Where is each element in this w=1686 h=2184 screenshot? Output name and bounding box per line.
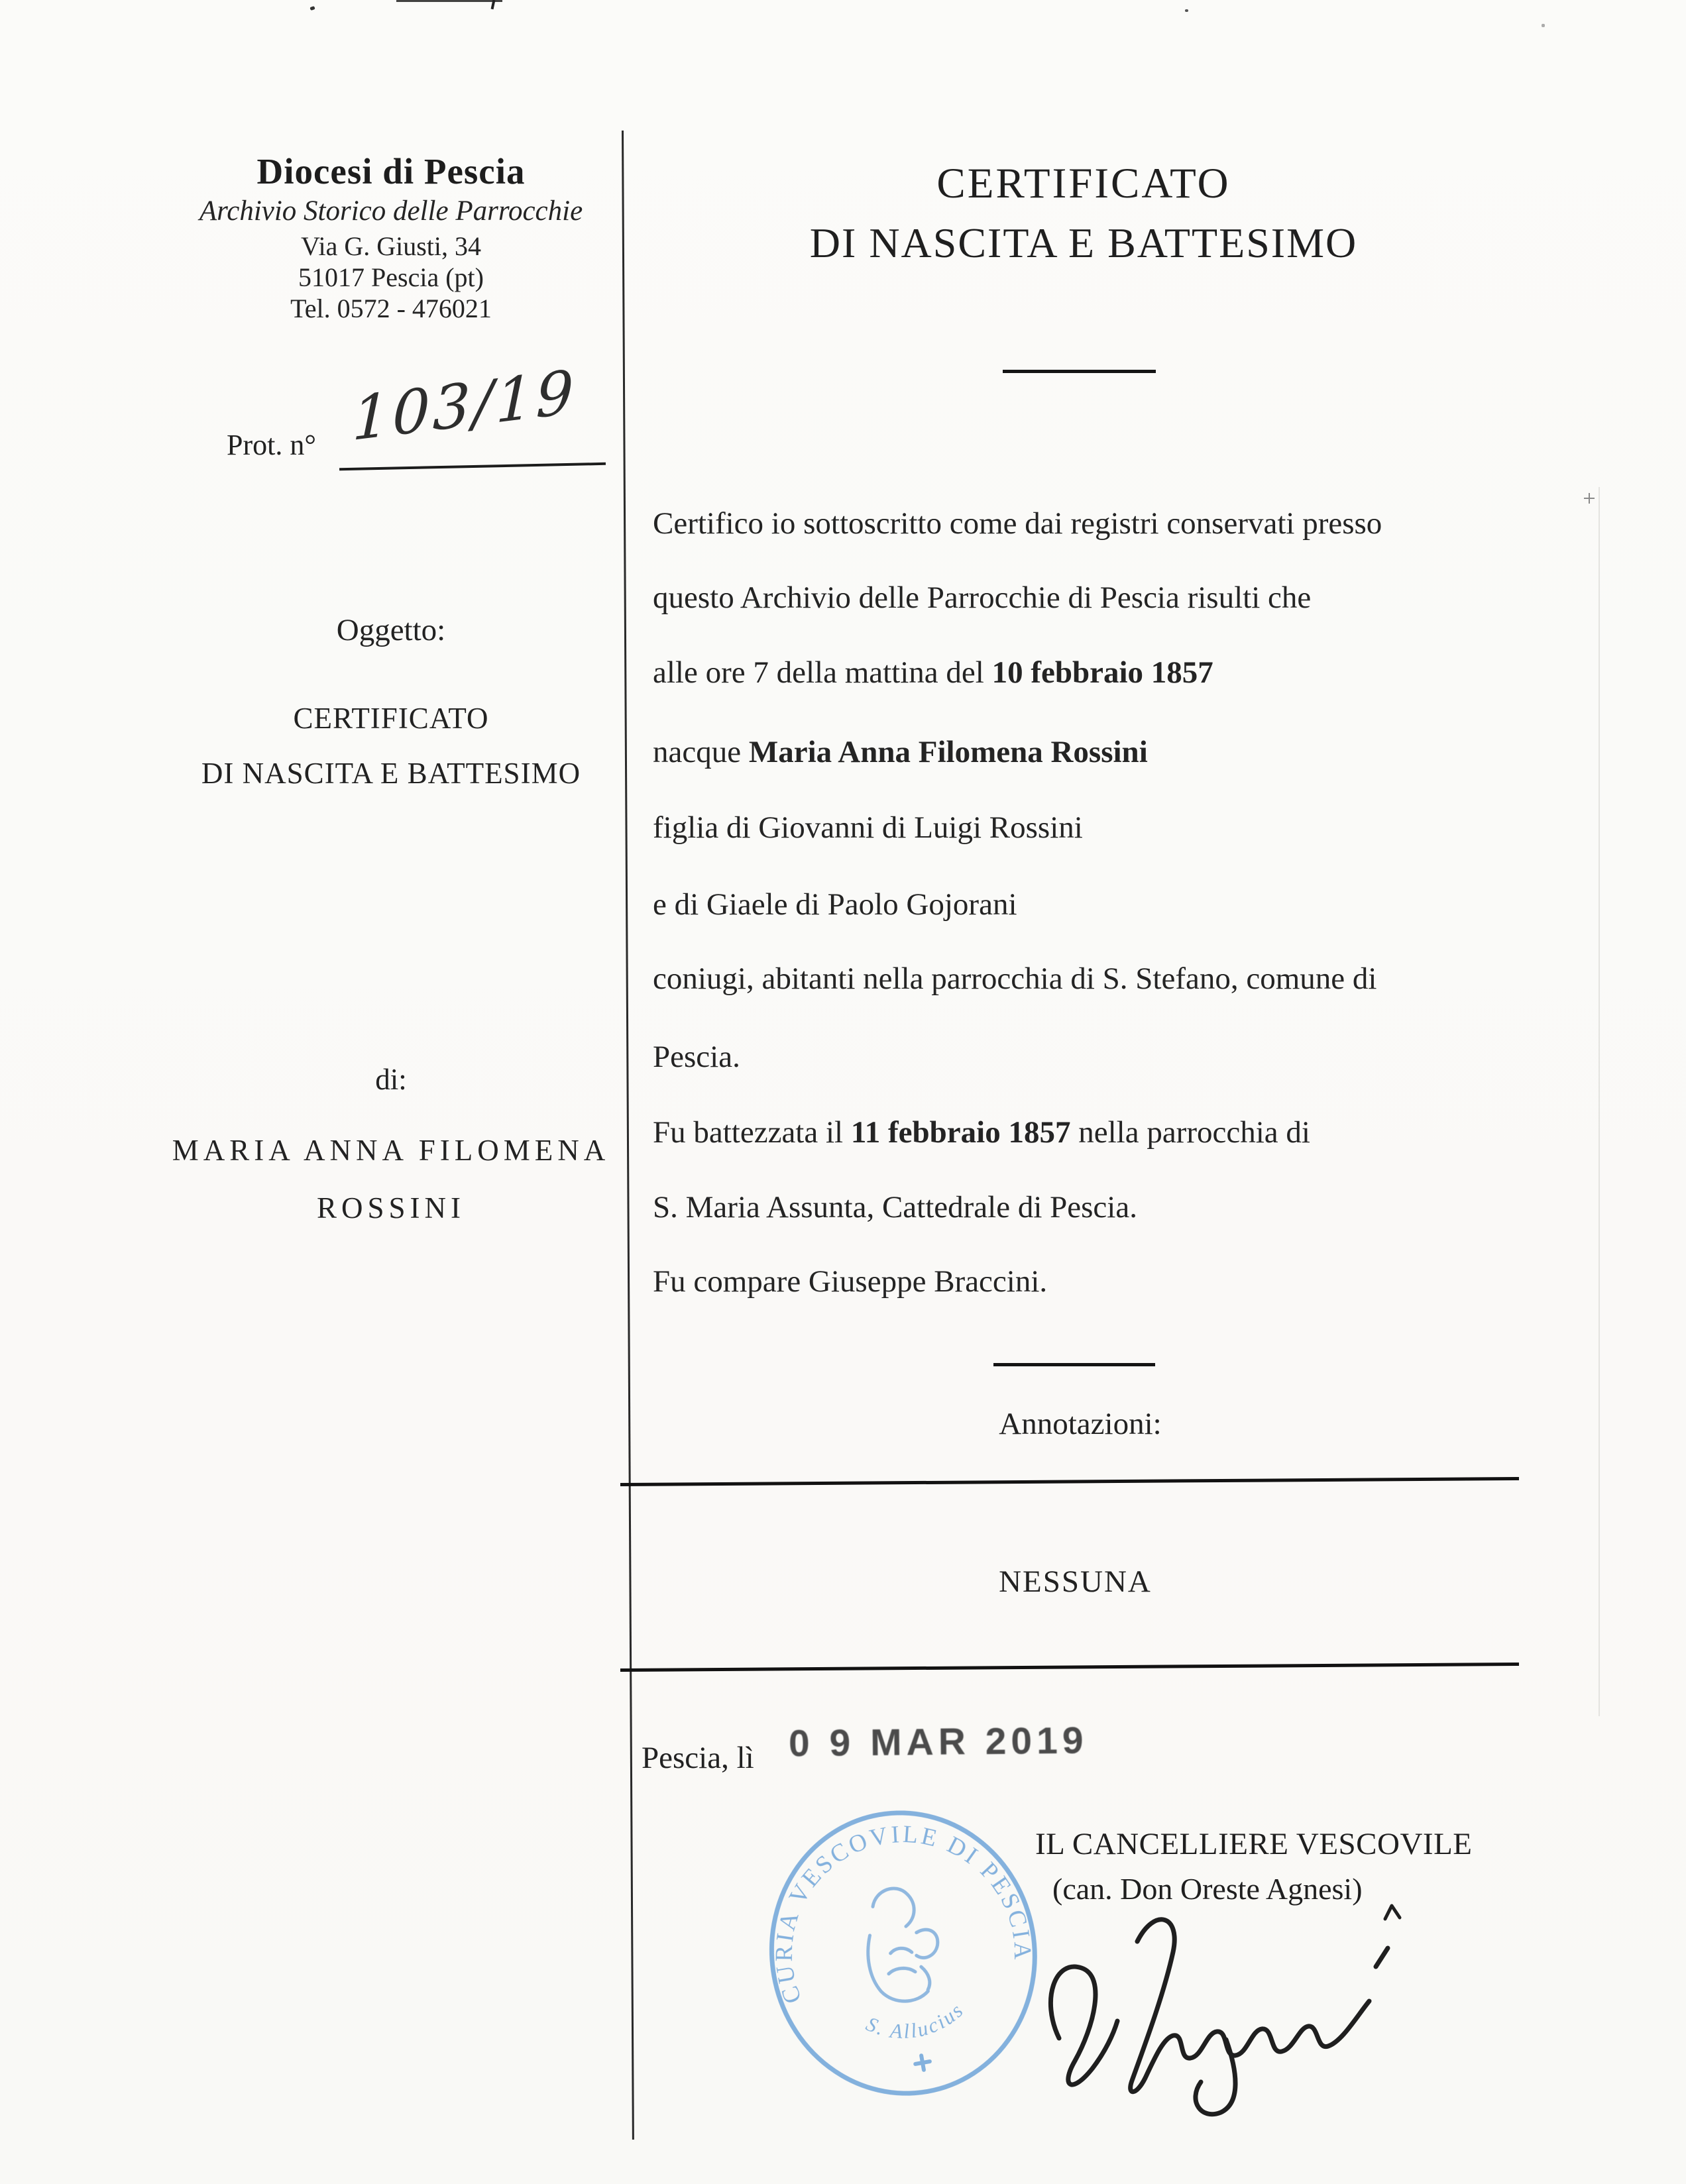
body-text-bold: 11 febbraio 1857 bbox=[850, 1115, 1071, 1150]
annotations-divider-line bbox=[993, 1363, 1155, 1366]
annotations-box-top-line bbox=[620, 1477, 1519, 1486]
annotations-value: NESSUNA bbox=[999, 1564, 1152, 1599]
protocol-number-handwritten: 103/19 bbox=[351, 356, 577, 455]
subject-person-name: MARIA ANNA FILOMENA bbox=[172, 1134, 610, 1167]
body-text: coniugi, abitanti nella parrocchia di S. Stefano, comune di bbox=[653, 961, 1377, 996]
body-line bbox=[653, 1115, 1534, 1150]
maltese-cross-icon bbox=[914, 2054, 930, 2071]
madonna-with-child-icon bbox=[857, 1883, 947, 2007]
body-text: alle ore 7 della mattina del bbox=[653, 655, 992, 690]
letterhead-phone: Tel. 0572 - 476021 bbox=[290, 294, 492, 323]
body-text: Pescia. bbox=[653, 1040, 740, 1074]
body-line bbox=[653, 961, 1534, 997]
letterhead-name: Diocesi di Pescia bbox=[256, 151, 526, 191]
svg-text:CURIA VESCOVILE DI PESCIA bbox=[750, 1800, 1039, 2008]
signer-name: (can. Don Oreste Agnesi) bbox=[1052, 1872, 1363, 1906]
title-divider-line bbox=[1003, 370, 1156, 373]
scan-artifact-speck bbox=[1185, 9, 1188, 12]
body-text: e di Giaele di Paolo Gojorani bbox=[653, 887, 1017, 922]
body-line bbox=[653, 887, 1534, 922]
body-line bbox=[653, 734, 1534, 770]
stamp-inner-text: S. Allucius bbox=[862, 1997, 969, 2044]
body-text: figlia di Giovanni di Luigi Rossini bbox=[653, 810, 1083, 845]
body-line bbox=[653, 1264, 1534, 1299]
body-line bbox=[653, 810, 1534, 846]
body-line bbox=[653, 655, 1534, 690]
scan-artifact-speck bbox=[1542, 24, 1545, 27]
subject-person-name: ROSSINI bbox=[316, 1191, 466, 1225]
body-line bbox=[653, 1039, 1534, 1075]
certificate-title-line: CERTIFICATO bbox=[936, 160, 1231, 207]
protocol-label: Prot. n° bbox=[227, 429, 316, 461]
subject-of-label: di: bbox=[375, 1063, 407, 1096]
letterhead-subtitle: Archivio Storico delle Parrocchie bbox=[199, 195, 583, 227]
body-text: questo Archivio delle Parrocchie di Pescia risulti che bbox=[653, 580, 1312, 615]
letterhead-address-line: 51017 Pescia (pt) bbox=[298, 262, 484, 292]
subject-title-line: CERTIFICATO bbox=[293, 702, 489, 735]
body-line bbox=[653, 506, 1534, 541]
scan-artifact-plus bbox=[1584, 493, 1595, 504]
body-text: Fu compare Giuseppe Braccini. bbox=[653, 1264, 1048, 1299]
subject-label: Oggetto: bbox=[336, 613, 446, 647]
body-text: nacque bbox=[653, 735, 749, 769]
protocol-underline bbox=[339, 463, 606, 470]
body-text-bold: 10 febbraio 1857 bbox=[991, 655, 1213, 690]
column-divider-line bbox=[622, 131, 634, 2140]
scan-artifact-speck bbox=[309, 6, 315, 11]
signature-autograph bbox=[1007, 1881, 1445, 2126]
annotations-heading: Annotazioni: bbox=[999, 1407, 1162, 1441]
body-line bbox=[653, 580, 1534, 616]
date-stamp: 0 9 MAR 2019 bbox=[788, 1719, 1088, 1765]
body-line bbox=[653, 1189, 1534, 1225]
certificate-title-line: DI NASCITA E BATTESIMO bbox=[809, 219, 1358, 266]
annotations-box-bottom-line bbox=[620, 1663, 1519, 1672]
letterhead bbox=[159, 151, 623, 324]
subject-title-line: DI NASCITA E BATTESIMO bbox=[201, 757, 581, 790]
body-text: nella parrocchia di bbox=[1070, 1115, 1310, 1150]
svg-text:S. Allucius bbox=[860, 1996, 972, 2051]
letterhead-address-line: Via G. Giusti, 34 bbox=[300, 231, 482, 261]
body-text: S. Maria Assunta, Cattedrale di Pescia. bbox=[653, 1190, 1137, 1225]
body-text-bold: Maria Anna Filomena Rossini bbox=[748, 735, 1148, 769]
place-date-label: Pescia, lì bbox=[642, 1741, 754, 1775]
stamp-ring-text: CURIA VESCOVILE DI PESCIA bbox=[770, 1820, 1037, 2007]
body-text: Certifico io sottoscritto come dai registri conservati presso bbox=[653, 506, 1382, 541]
body-text: Fu battezzata il bbox=[653, 1115, 851, 1150]
scan-artifact-speck bbox=[396, 0, 502, 2]
signer-title: IL CANCELLIERE VESCOVILE bbox=[1035, 1827, 1473, 1861]
scan-fold-line bbox=[1599, 487, 1600, 1716]
